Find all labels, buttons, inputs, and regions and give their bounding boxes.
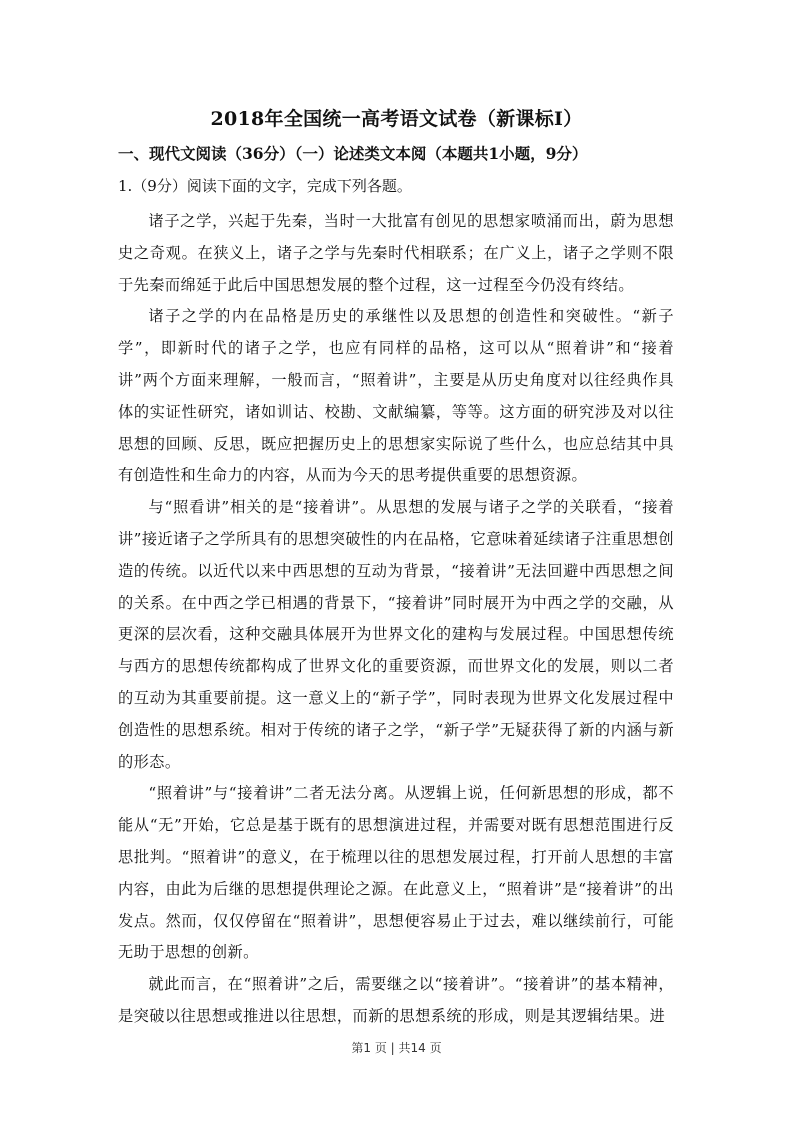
paragraph: 就此而言，在“照着讲”之后，需要继之以“接着讲”。“接着讲”的基本精神，是突破以往思想或推进以往思想，而新的思想系统的形成，则是其逻辑结果。进 <box>118 975 674 1025</box>
paragraph: “照着讲”与“接着讲”二者无法分离。从逻辑上说，任何新思想的形成，都不能从“无”开始，它总是基于既有的思想演进过程，并需要对既有思想范围进行反思批判。“照着讲”的意义，在于梳理以往的思想发展过程，打开前人思想的丰富内容，由此为后继的思想提供理论之源。在此意义上，“照着讲”是“接着讲”的出发点。然而，仅仅停留在“照着讲”，思想便容易止于过去，难以继续前行，可能无助于思想的创新。 <box>118 784 674 962</box>
paragraph: 诸子之学的内在品格是历史的承继性以及思想的创造性和突破性。“新子学”，即新时代的诸子之学，也应有同样的品格，这可以从“照着讲”和“接着讲”两个方面来理解，一般而言，“照着讲”，主要是从历史角度对以往经典作具体的实证性研究，诸如训诂、校勘、文献编纂，等等。这方面的研究涉及对以往思想的回顾、反思，既应把握历史上的思想家实际说了些什么，也应总结其中具有创造性和生命力的内容，从而为今天的思考提供重要的思想资源。 <box>118 307 674 485</box>
question-header: 1.（9分）阅读下面的文字，完成下列各题。 <box>118 177 412 195</box>
document-title: 2018年全国统一高考语文试卷（新课标I） <box>210 108 583 130</box>
section-heading: 一、现代文阅读（36分）（一）论述类文本阅（本题共1小题，9分） <box>118 144 588 163</box>
passage-body <box>118 206 674 1033</box>
page-footer: 第1 页 | 共14 页 <box>351 1041 442 1055</box>
paragraph: 与“照看讲”相关的是“接着讲”。从思想的发展与诸子之学的关联看，“接着讲”接近诸子之学所具有的思想突破性的内在品格，它意味着延续诸子注重思想创造的传统。以近代以来中西思想的互动为背景，“接着讲”无法回避中西思想之间的关系。在中西之学已相遇的背景下，“接着讲”同时展开为中西之学的交融，从更深的层次看，这种交融具体展开为世界文化的建构与发展过程。中国思想传统与西方的思想传统都构成了世界文化的重要资源，而世界文化的发展，则以二者的互动为其重要前提。这一意义上的“新子学”，同时表现为世界文化发展过程中创造性的思想系统。相对于传统的诸子之学，“新子学”无疑获得了新的内涵与新的形态。 <box>118 498 674 771</box>
paragraph: 诸子之学，兴起于先秦，当时一大批富有创见的思想家喷涌而出，蔚为思想史之奇观。在狭义上，诸子之学与先秦时代相联系；在广义上，诸子之学则不限于先秦而绵延于此后中国思想发展的整个过程，这一过程至今仍没有终结。 <box>118 212 674 294</box>
